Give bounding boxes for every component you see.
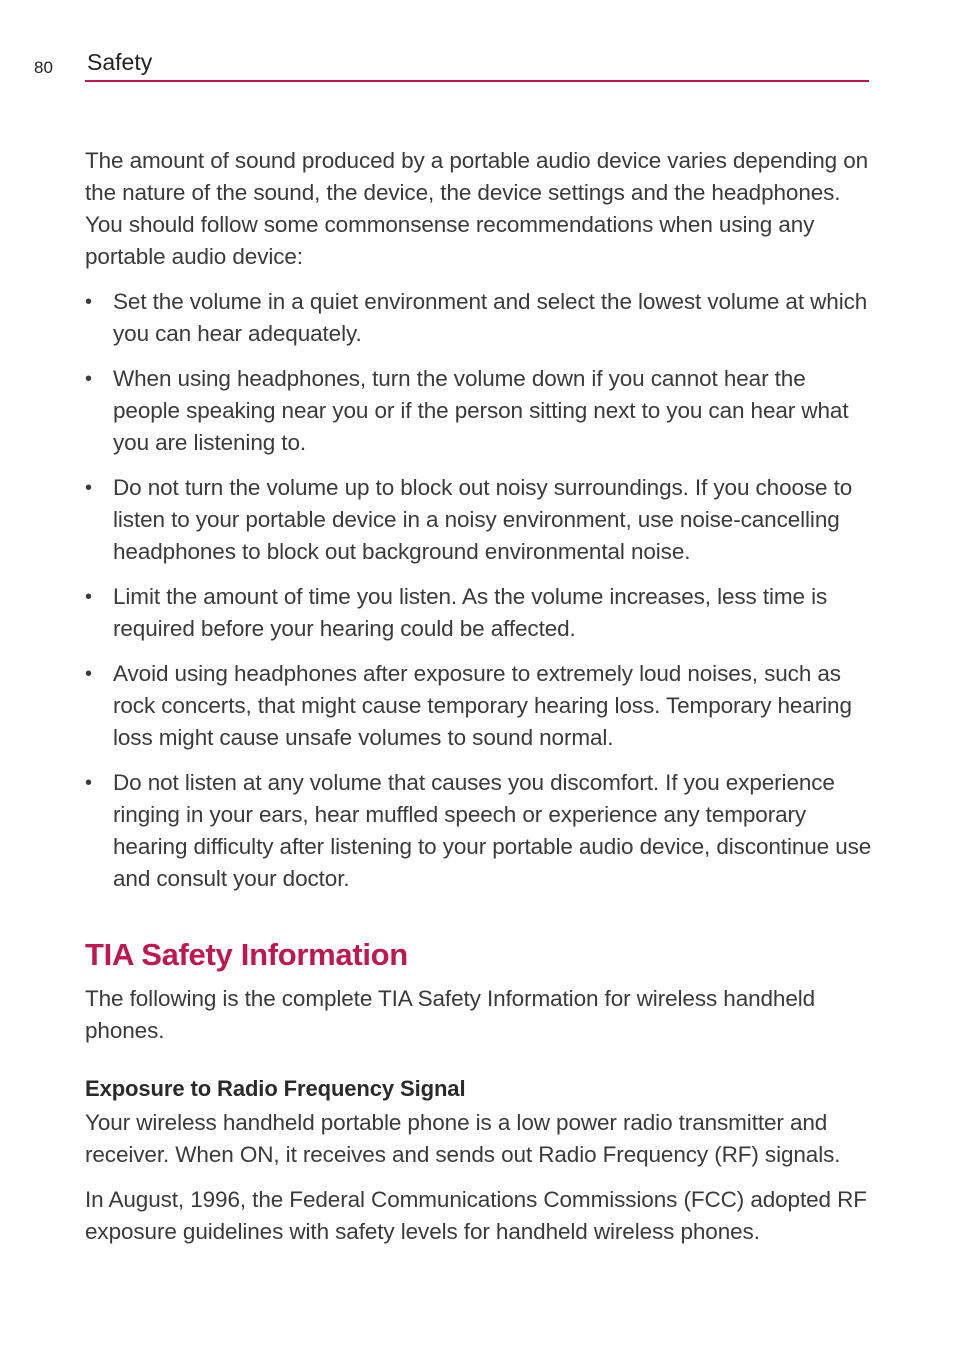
- list-item: [85, 472, 873, 568]
- list-item: [85, 581, 873, 645]
- rf-paragraph-1: Your wireless handheld portable phone is a low power radio transmitter and receiver. When ON, it receives and sends out Radio Frequency (RF) signals.: [85, 1110, 841, 1167]
- bullet-icon: •: [85, 663, 92, 685]
- intro-paragraph: The amount of sound produced by a portable audio device varies depending on the nature of the sound, the device, the device settings and the headphones. You should follow some commonsense recommendations when using any portable audio device:: [85, 148, 869, 269]
- page-content: [85, 145, 873, 1248]
- bullet-icon: •: [85, 477, 92, 499]
- tia-intro-paragraph: The following is the complete TIA Safety Information for wireless handheld phones.: [85, 986, 816, 1043]
- header-rule: [85, 80, 869, 82]
- list-item-text: When using headphones, turn the volume down if you cannot hear the people speaking near you or if the person sitting next to you can hear what you are listening to.: [113, 366, 849, 455]
- list-item-text: Do not listen at any volume that causes you discomfort. If you experience ringing in your ears, hear muffled speech or experience any temporary hearing difficulty after listening to your portable audio device, discontinue use and consult your doctor.: [113, 770, 872, 891]
- list-item-text: Set the volume in a quiet environment and select the lowest volume at which you can hear adequately.: [113, 289, 868, 346]
- list-item: [85, 658, 873, 754]
- list-item-text: Do not turn the volume up to block out noisy surroundings. If you choose to listen to your portable device in a noisy environment, use noise-cancelling headphones to block out background environmental noise.: [113, 475, 853, 564]
- bullet-icon: •: [85, 368, 92, 390]
- tia-section-heading: TIA Safety Information: [85, 937, 408, 972]
- bullet-icon: •: [85, 586, 92, 608]
- bullet-icon: •: [85, 291, 92, 313]
- list-item: [85, 767, 873, 895]
- recommendation-list: [85, 286, 873, 895]
- list-item-text: Avoid using headphones after exposure to extremely loud noises, such as rock concerts, that might cause temporary hearing loss. Temporary hearing loss might cause unsafe volumes to sound normal.: [113, 661, 852, 750]
- header-title: Safety: [87, 49, 153, 75]
- page-number: 80: [34, 58, 53, 77]
- bullet-icon: •: [85, 772, 92, 794]
- rf-exposure-subheading: Exposure to Radio Frequency Signal: [85, 1076, 466, 1101]
- rf-paragraph-2: In August, 1996, the Federal Communications Commissions (FCC) adopted RF exposure guidelines with safety levels for handheld wireless phones.: [85, 1187, 867, 1244]
- list-item-text: Limit the amount of time you listen. As the volume increases, less time is required before your hearing could be affected.: [113, 584, 828, 641]
- list-item: [85, 286, 873, 350]
- list-item: [85, 363, 873, 459]
